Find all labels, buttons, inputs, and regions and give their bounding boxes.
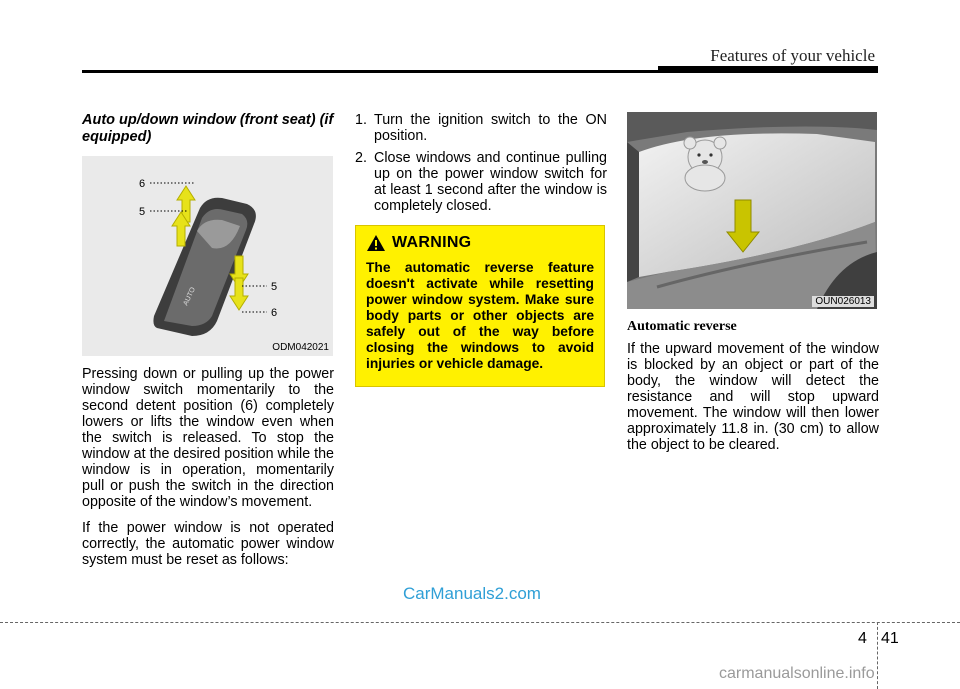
car-window-illustration: [627, 112, 877, 309]
warning-text: The automatic reverse feature doesn't activate while resetting power window system. Make sure body parts or other objects are safely out of the way before closing the windows to avoid injuries or vehicle damage.: [366, 260, 594, 371]
site-watermark: carmanualsonline.info: [719, 665, 875, 682]
window-switch-illustration: [82, 156, 333, 356]
switch-auto-text: AUTO: [182, 286, 197, 307]
subsection-title: Automatic reverse: [627, 319, 737, 334]
figure-code: ODM042021: [272, 342, 329, 353]
list-item: 1. Turn the ignition switch to the ON position.: [355, 112, 607, 144]
header-rule-thick: [658, 66, 878, 73]
footer-divider: [0, 622, 960, 623]
page-header-title: Features of your vehicle: [710, 46, 875, 65]
automatic-reverse-photo: [627, 112, 877, 309]
section-title: Auto up/down window (front seat) (if equipped): [82, 112, 334, 145]
watermark-link[interactable]: CarManuals2.com: [403, 584, 541, 603]
photo-code: OUN026013: [812, 296, 874, 307]
list-item: 2. Close windows and continue pulling up on the power window switch for at least 1 second after the window is completely closed.: [355, 150, 607, 214]
body-paragraph-3: If the upward movement of the window is blocked by an object or part of the body, the window will detect the resistance and will stop upward movement. The window will then lower approximately 11.8 in. (30 cm) to allow the object to be cleared.: [627, 341, 879, 453]
body-paragraph-2: If the power window is not operated correctly, the automatic power window system must be reset as follows:: [82, 520, 334, 568]
body-paragraph-1: Pressing down or pulling up the power window switch momentarily to the second detent position (6) completely lowers or lifts the window even when the switch is released. To stop the window at the desired position while the window is in operation, momentarily pull or push the switch in the direction opposite of the window’s movement.: [82, 366, 334, 510]
label-6-down: 6: [271, 307, 278, 319]
warning-header: [366, 234, 594, 252]
label-5-up: 5: [139, 206, 146, 218]
label-6-up: 6: [139, 178, 146, 190]
warning-title: WARNING: [392, 234, 472, 251]
chapter-number: 4: [858, 630, 867, 647]
warning-triangle-icon: [366, 234, 386, 252]
right-column: [627, 112, 879, 453]
middle-column: [355, 112, 607, 220]
reset-steps-list: [355, 112, 607, 214]
left-column: [82, 112, 334, 568]
label-5-down: 5: [271, 281, 278, 293]
warning-box: [355, 225, 605, 387]
footer-vertical-divider: [877, 622, 878, 689]
page-number: 41: [881, 630, 899, 647]
window-switch-figure: [82, 156, 333, 356]
teddy-bear-icon: [684, 137, 726, 191]
